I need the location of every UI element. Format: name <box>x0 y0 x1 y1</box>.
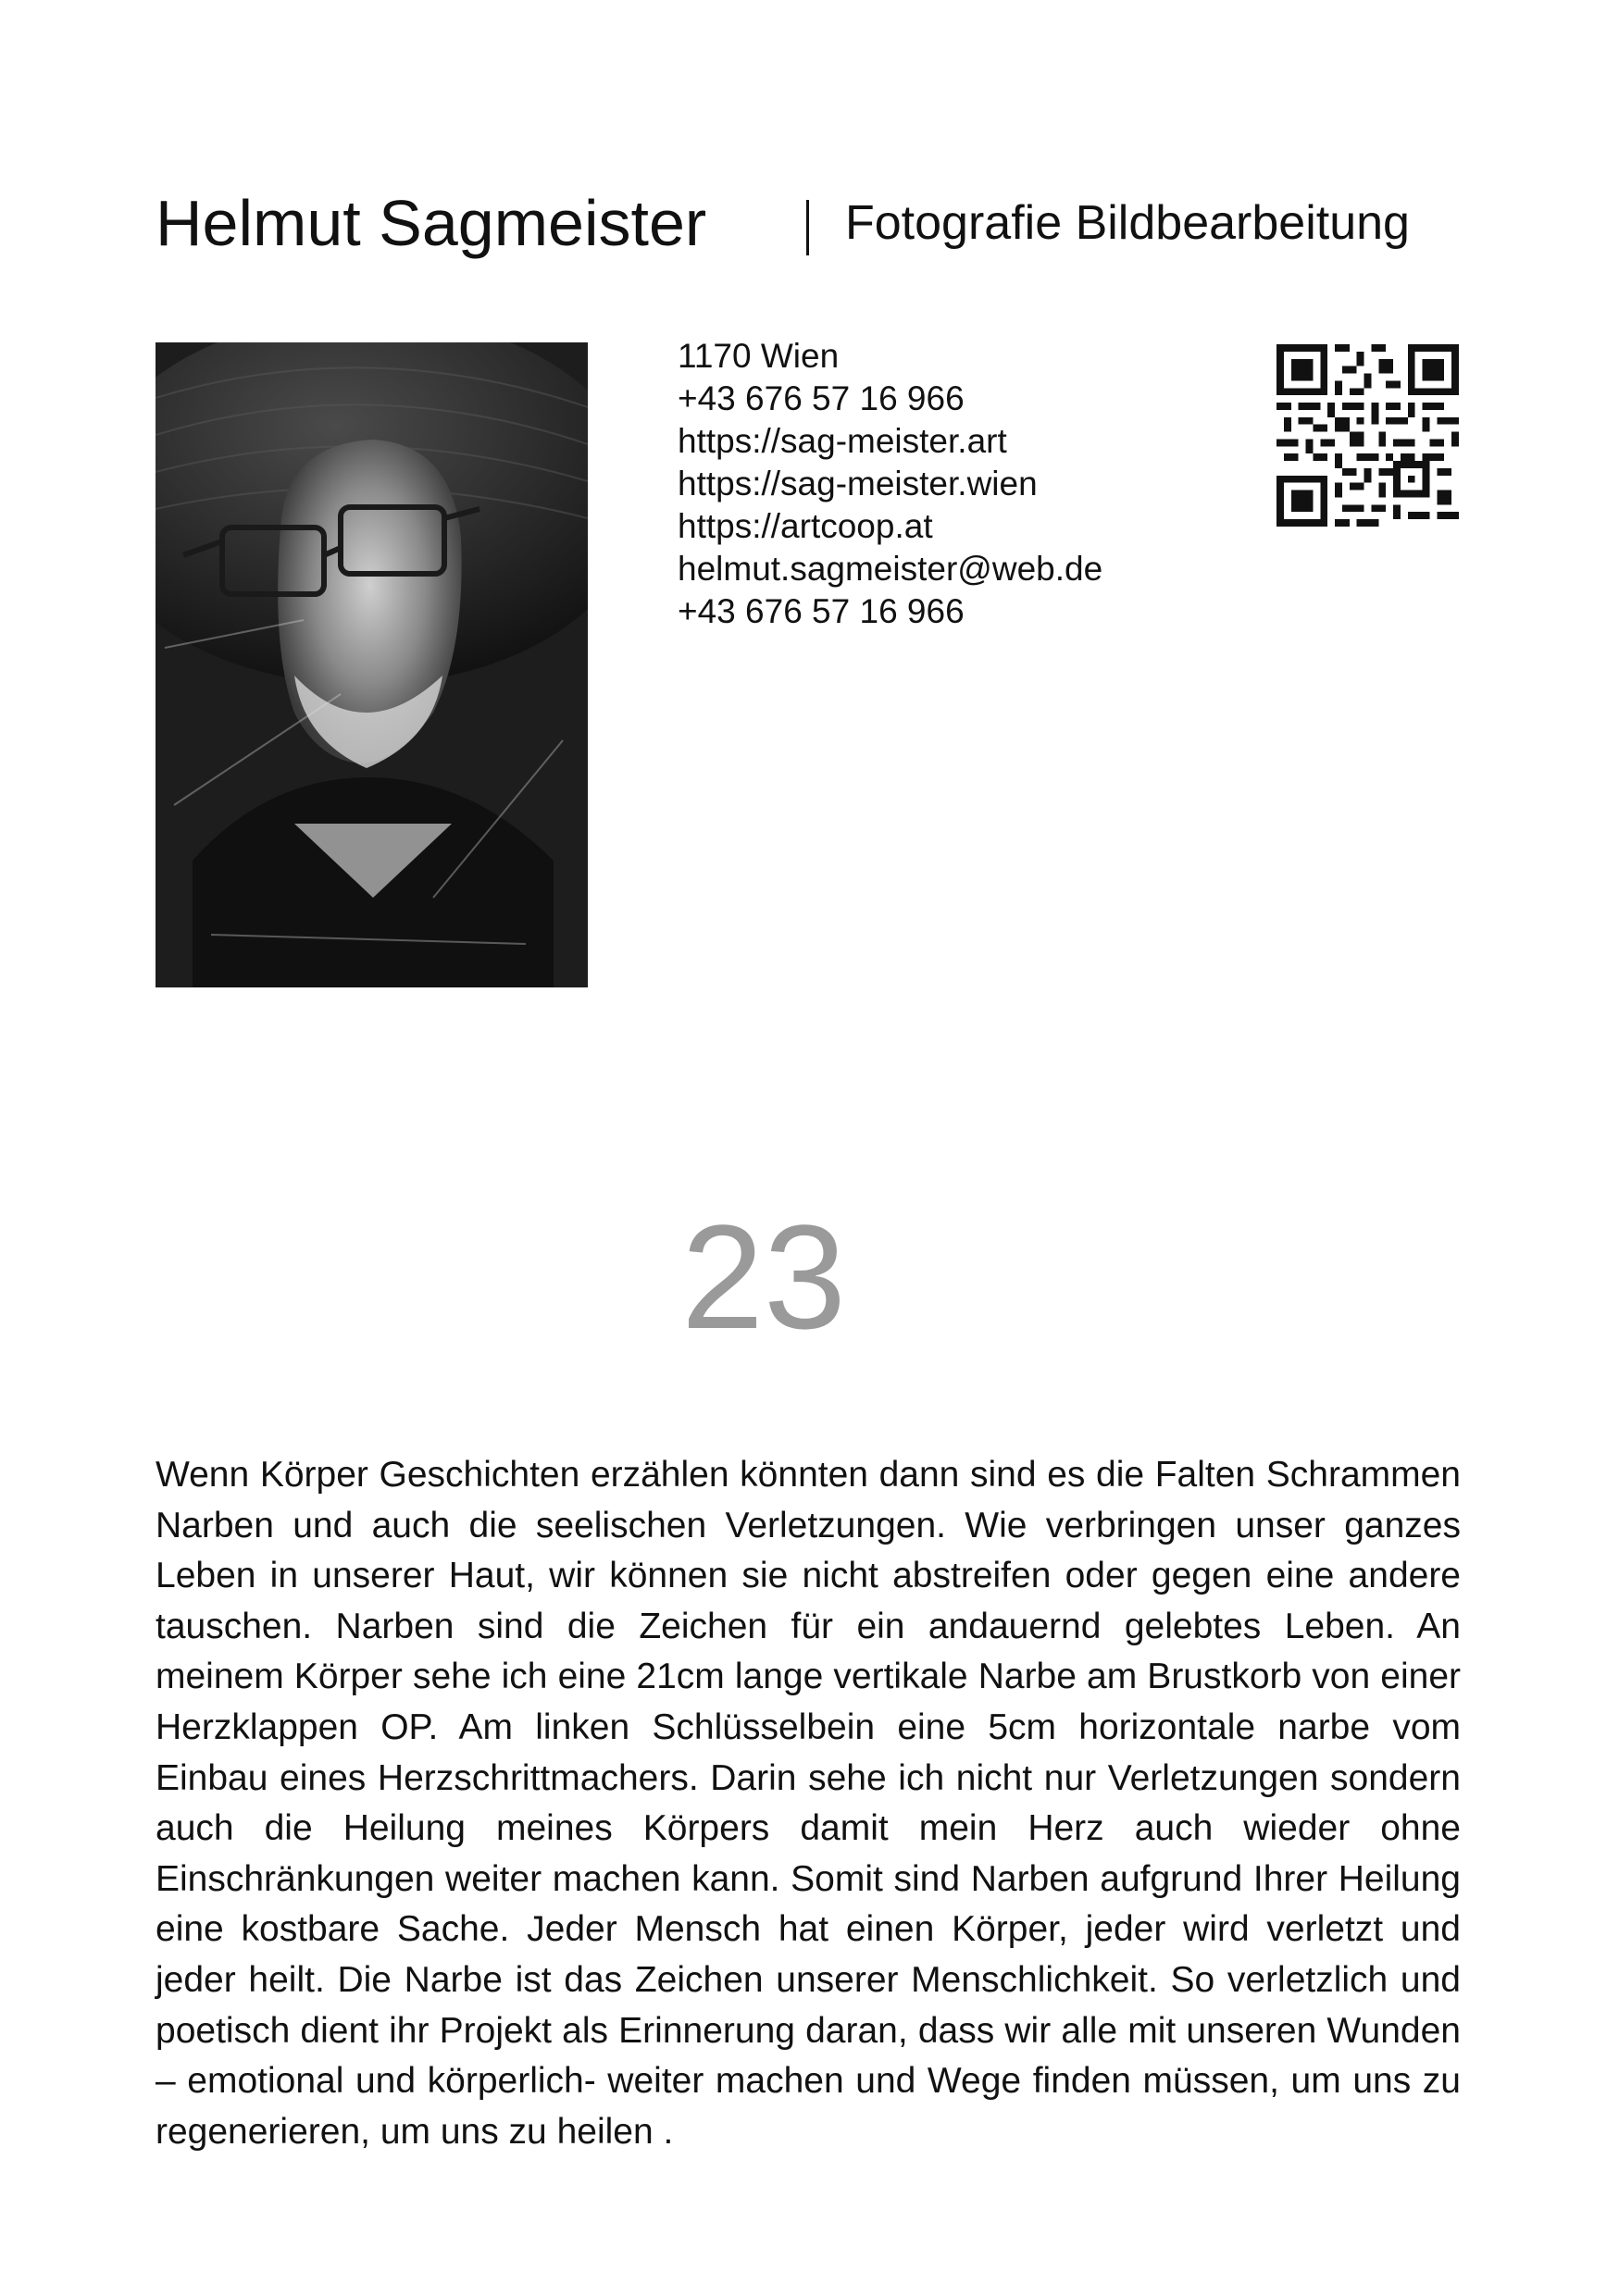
contact-phone-2: +43 676 57 16 966 <box>678 592 965 630</box>
qr-code-icon <box>1277 344 1459 527</box>
contact-website-art[interactable]: https://sag-meister.art <box>678 422 1007 460</box>
header-divider <box>806 200 809 255</box>
contact-block <box>678 335 1233 633</box>
page-number: 23 <box>681 1194 846 1359</box>
contact-email[interactable]: helmut.sagmeister@web.de <box>678 550 1103 588</box>
body-paragraph: Wenn Körper Geschichten erzählen könnten dann sind es die Falten Schrammen Narben und auch die seelischen Verletzungen. Wie verbringen unser ganzes Leben in unserer Haut, wir können sie nicht abstreifen oder gegen eine andere tauschen. Narben sind die Zeichen für ein andauernd gelebtes Leben. An meinem Körper sehe ich eine 21cm lange vertikale Narbe am Brustkorb von einer Herzklappen OP. Am linken Schlüsselbein eine 5cm horizontale narbe vom Einbau eines Herzschrittmachers. Darin sehe ich nicht nur Verletzungen sondern auch die Heilung meines Körpers damit mein Herz auch wieder ohne Einschränkungen weiter machen kann. Somit sind Narben aufgrund Ihrer Heilung eine kostbare Sache. Jeder Mensch hat einen Körper, jeder wird verletzt und jeder heilt. Die Narbe ist das Zeichen unserer Menschlichkeit. So verletzlich und poetisch dient ihr Projekt als Erinnerung daran, dass wir alle mit unseren Wunden – emotional und körperlich- weiter machen und Wege finden müssen, um uns zu regenerieren, um uns zu heilen . <box>156 1455 1461 2152</box>
contact-phone: +43 676 57 16 966 <box>678 379 965 417</box>
contact-website-artcoop[interactable]: https://artcoop.at <box>678 507 933 545</box>
contact-website-wien[interactable]: https://sag-meister.wien <box>678 465 1038 503</box>
artist-subtitle: Fotografie Bildbearbeitung <box>845 196 1410 250</box>
contact-address: 1170 Wien <box>678 337 840 375</box>
page-header <box>156 181 1470 265</box>
artist-name: Helmut Sagmeister <box>156 187 707 259</box>
portrait-photo <box>156 342 588 987</box>
